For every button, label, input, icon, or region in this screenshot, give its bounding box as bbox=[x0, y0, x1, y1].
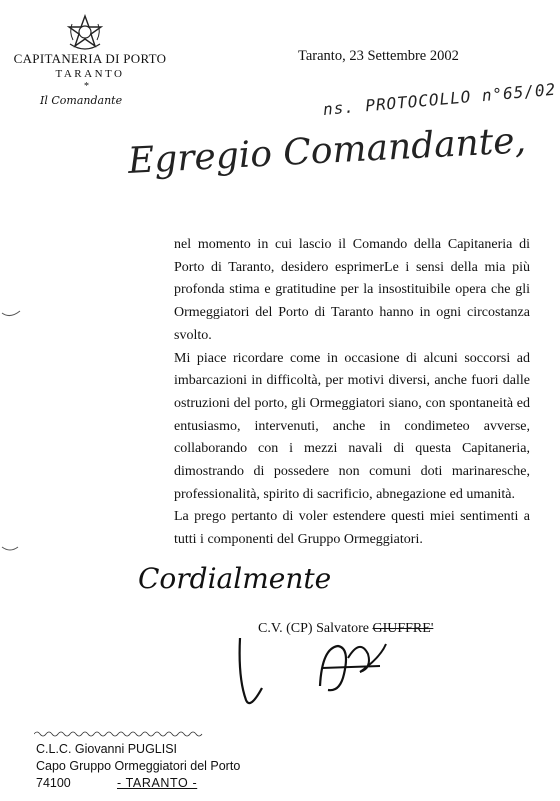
signer-surname: GIUFFRE' bbox=[372, 621, 434, 636]
office-city: TARANTO bbox=[55, 68, 125, 80]
handwritten-salutation: Egregio Comandante, bbox=[126, 120, 527, 182]
paragraph-3: La prego pertanto di voler estendere questi miei sentimenti a tutti i componenti del Gruppo Ormeggiatori. bbox=[174, 509, 530, 548]
signer-prefix: C.V. (CP) Salvatore bbox=[258, 621, 373, 636]
margin-mark bbox=[0, 303, 22, 321]
republic-emblem-icon bbox=[64, 14, 106, 52]
office-name: CAPITANERIA DI PORTO bbox=[13, 51, 167, 66]
date-line: Taranto, 23 Settembre 2002 bbox=[298, 48, 459, 64]
paragraph-2: Mi piace ricordare come in occasione di alcuni soccorsi ad imbarcazioni in difficoltà, per motivi diversi, anche fuori dalle ostruzioni del porto, gli Ormeggiatori siano, con spontaneità ed entusiasmo, intervenuti, anche in condimeteo avverse, collaborando con i mezzi navali di questa Capitaneria, dimostrando di possedere non comuni doti marinaresche, professionalità, spirito di sacrificio, abnegazione ed umanità. bbox=[174, 350, 530, 502]
signature-scribble bbox=[210, 628, 440, 718]
letter-body bbox=[174, 234, 530, 552]
star-icon: * bbox=[84, 81, 89, 92]
paragraph-1: nel momento in cui lascio il Comando della Capitaneria di Porto di Taranto, desidero esprimerLe i sensi della mia più profonda stima e gratitudine per la insostituibile opera che gli Ormeggiatori del Porto di Taranto hanno in ogni circostanza svolto. bbox=[174, 237, 530, 343]
protocol-note: ns. PROTOCOLLO n°65/02 bbox=[322, 79, 557, 119]
recipient-postcode: 74100 bbox=[36, 776, 71, 790]
recipient-city: - TARANTO - bbox=[117, 776, 198, 790]
handwritten-closing: Cordialmente bbox=[138, 562, 332, 595]
recipient-role: Capo Gruppo Ormeggiatori del Porto bbox=[36, 759, 241, 773]
commander-title: Il Comandante bbox=[40, 94, 123, 107]
divider-rule bbox=[34, 729, 204, 739]
margin-mark bbox=[0, 543, 20, 555]
recipient-name: C.L.C. Giovanni PUGLISI bbox=[36, 742, 178, 756]
